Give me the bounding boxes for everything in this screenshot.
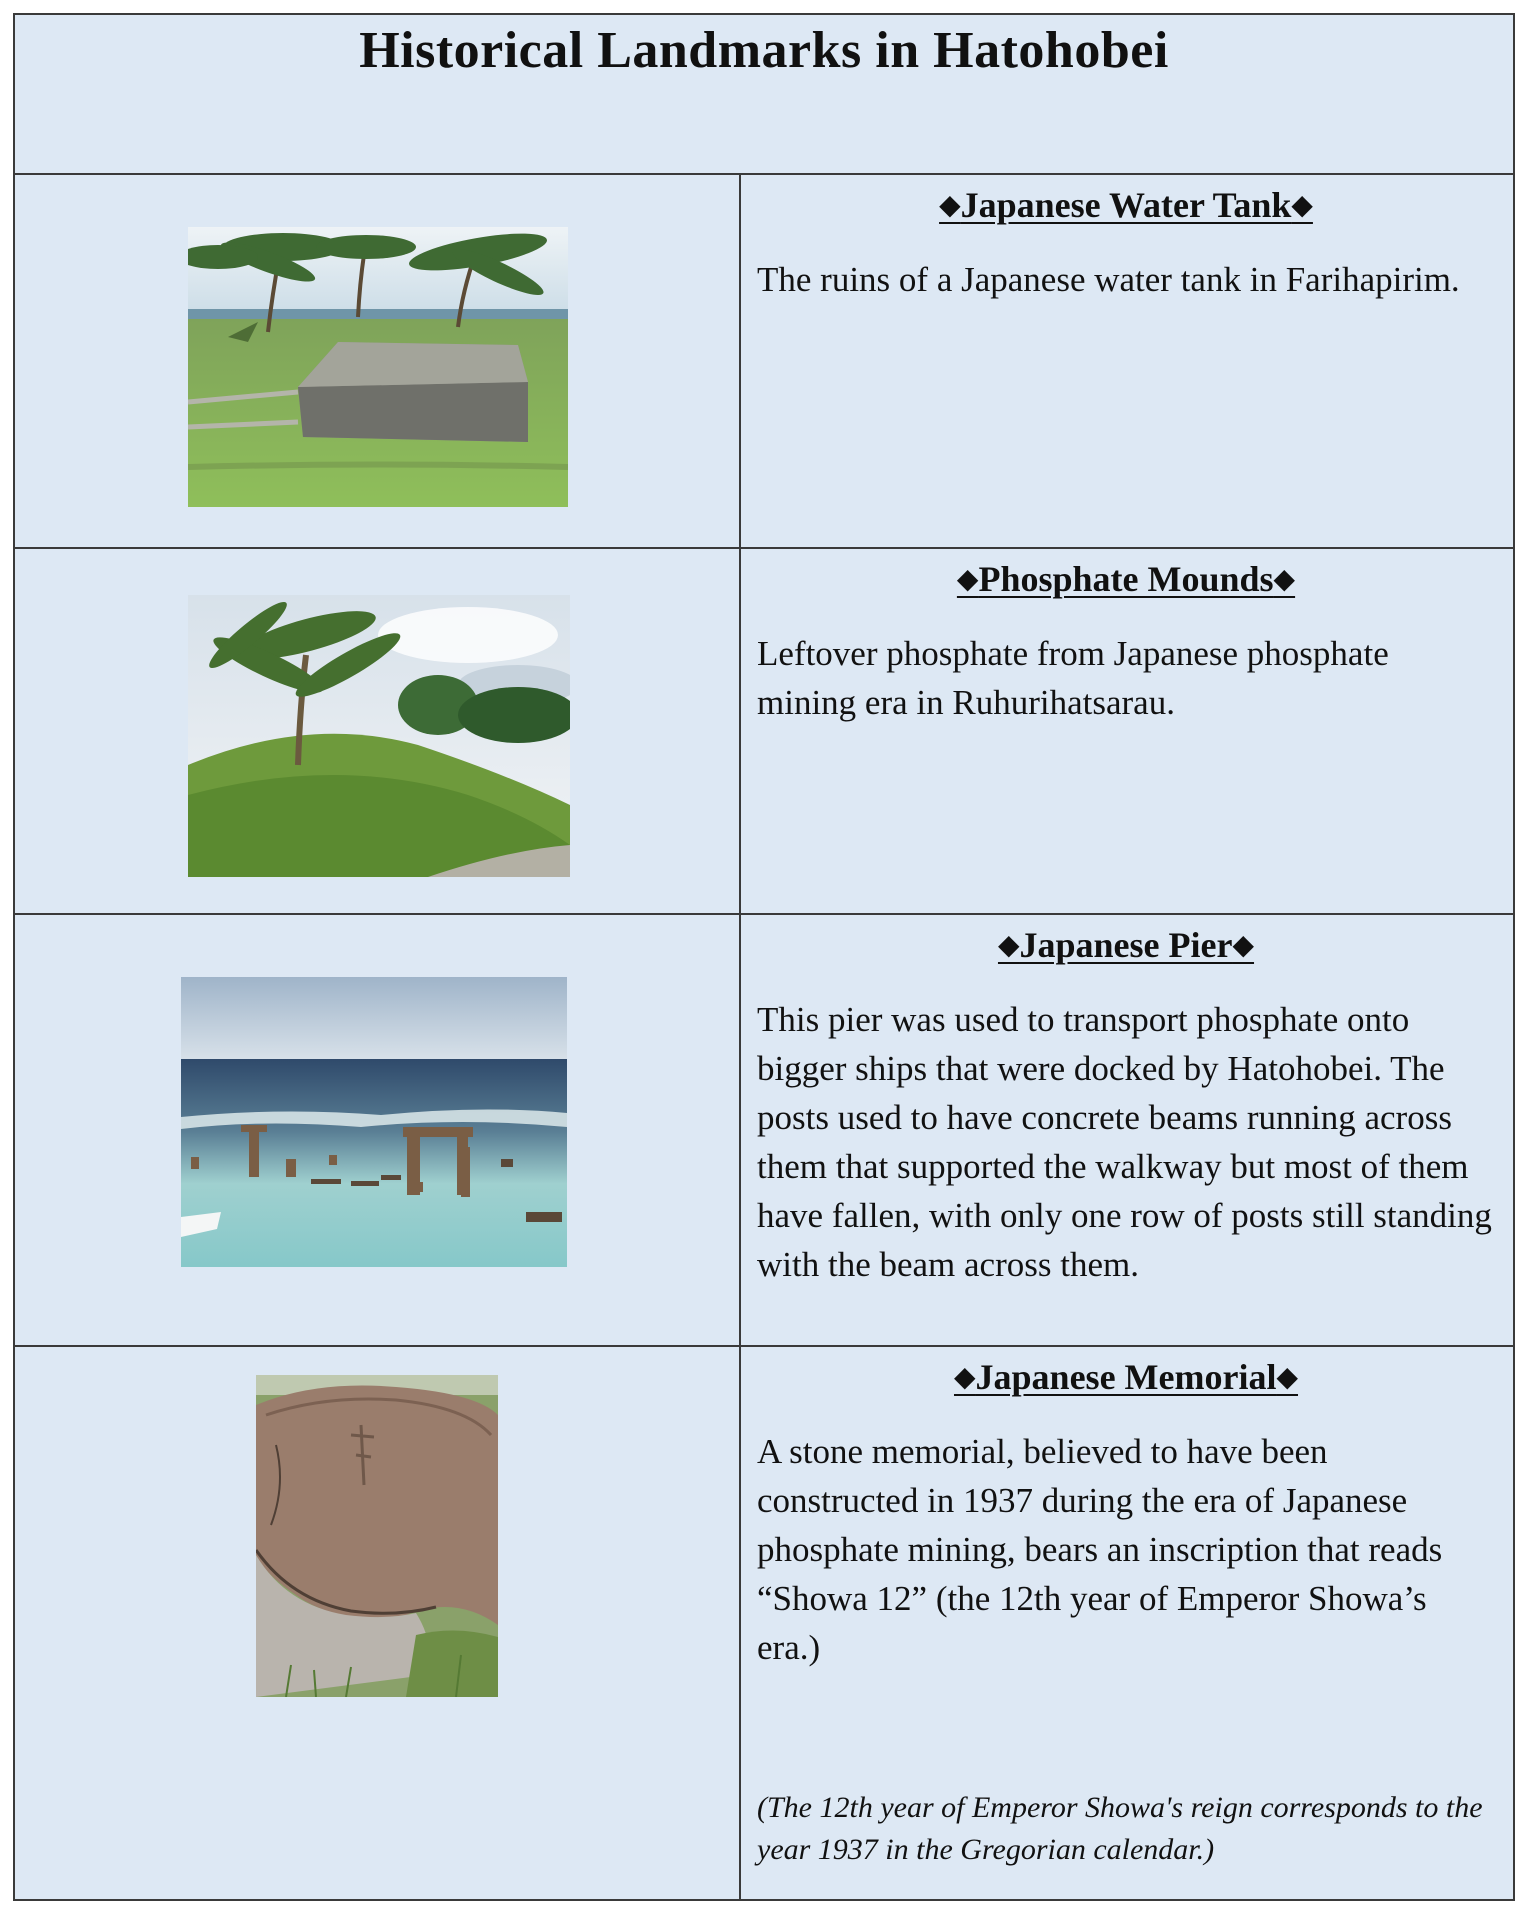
image-cell bbox=[15, 915, 741, 1345]
landmark-note: (The 12th year of Emperor Showa's reign corresponds to the year 1937 in the Gregorian calendar.) bbox=[757, 1791, 1483, 1866]
landmark-heading bbox=[757, 1355, 1495, 1403]
diamond-icon: ◆ bbox=[1273, 564, 1296, 595]
text-cell bbox=[741, 915, 1513, 1345]
landmark-title: Phosphate Mounds bbox=[978, 559, 1274, 599]
title-row bbox=[15, 15, 1513, 175]
landmark-row-japanese-pier bbox=[15, 915, 1513, 1347]
diamond-icon: ◆ bbox=[1232, 930, 1255, 961]
text-cell bbox=[741, 175, 1513, 547]
water-tank-photo bbox=[188, 227, 568, 507]
landmark-heading bbox=[757, 923, 1495, 971]
text-cell bbox=[741, 1347, 1513, 1901]
image-cell bbox=[15, 1347, 741, 1901]
diamond-icon: ◆ bbox=[956, 564, 979, 595]
landmark-heading bbox=[757, 183, 1495, 231]
diamond-icon: ◆ bbox=[953, 1362, 976, 1393]
diamond-icon: ◆ bbox=[1276, 1362, 1299, 1393]
landmarks-table bbox=[13, 13, 1515, 1901]
landmark-title: Japanese Pier bbox=[1019, 925, 1233, 965]
landmark-heading bbox=[757, 557, 1495, 605]
diamond-icon: ◆ bbox=[1291, 190, 1313, 221]
diamond-icon: ◆ bbox=[939, 190, 961, 221]
landmark-title: Japanese Memorial bbox=[975, 1357, 1277, 1397]
landmark-description: The ruins of a Japanese water tank in Farihapirim. bbox=[757, 260, 1460, 299]
landmark-title: Japanese Water Tank bbox=[960, 185, 1292, 225]
landmark-row-japanese-memorial bbox=[15, 1347, 1513, 1901]
text-cell bbox=[741, 549, 1513, 913]
landmark-row-water-tank bbox=[15, 175, 1513, 549]
landmark-row-phosphate-mounds bbox=[15, 549, 1513, 915]
image-cell bbox=[15, 175, 741, 547]
landmark-description: Leftover phosphate from Japanese phosphate mining era in Ruhurihatsarau. bbox=[757, 634, 1389, 722]
japanese-pier-photo bbox=[181, 977, 567, 1267]
japanese-memorial-photo bbox=[256, 1375, 498, 1697]
landmark-description: A stone memorial, believed to have been constructed in 1937 during the era of Japanese phosphate mining, bears an inscription that reads “Showa 12” (the 12th year of Emperor Showa’s era.) bbox=[757, 1432, 1443, 1667]
page-title: Historical Landmarks in Hatohobei bbox=[359, 22, 1169, 79]
phosphate-mounds-photo bbox=[188, 595, 570, 877]
image-cell bbox=[15, 549, 741, 913]
landmark-description: This pier was used to transport phosphate onto bigger ships that were docked by Hatohobei. The posts used to have concrete beams running across them that supported the walkway but most of them have fallen, with only one row of posts still standing with the beam across them. bbox=[757, 1000, 1492, 1284]
diamond-icon: ◆ bbox=[997, 930, 1020, 961]
